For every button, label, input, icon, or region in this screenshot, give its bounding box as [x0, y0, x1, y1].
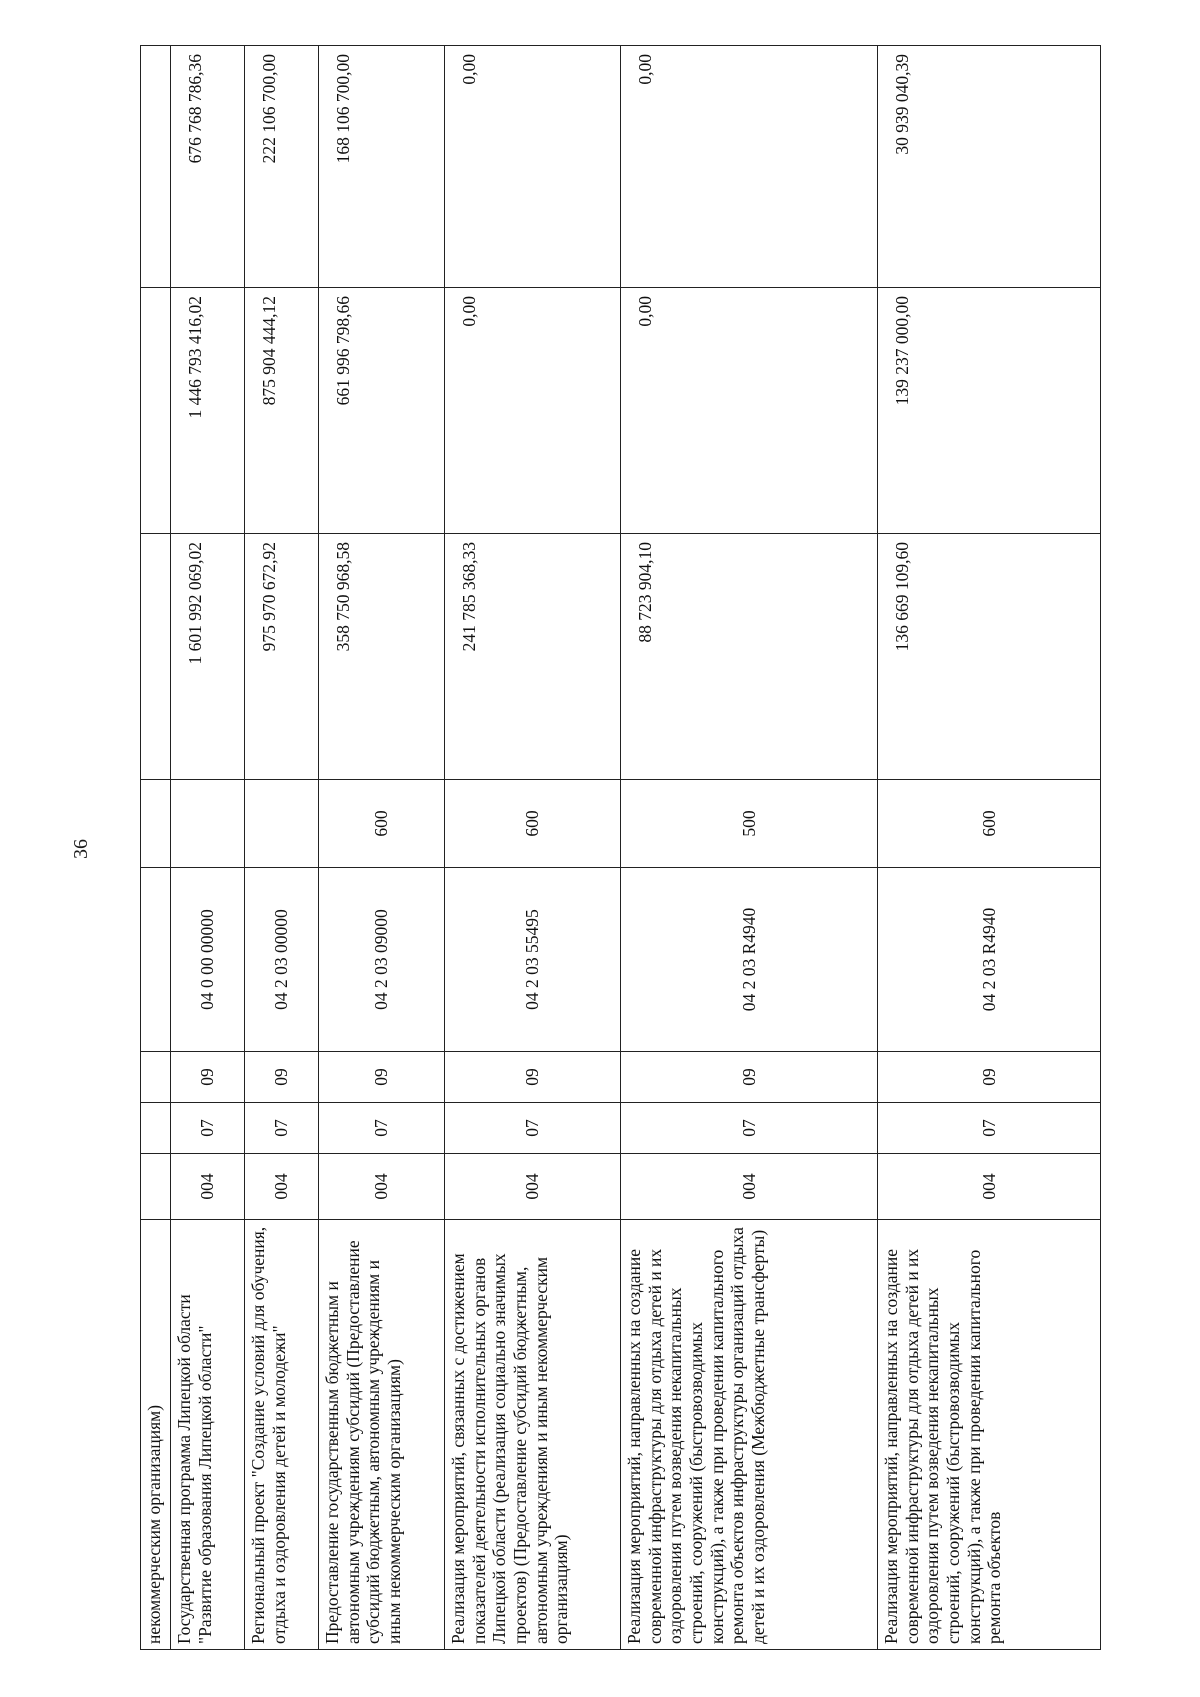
cell-ved: 004 [878, 1154, 1101, 1220]
cell-name: Реализация мероприятий, направленных на создание современной инфраструктуры для отдыха детей и их оздоровления путем возведения некапитальных строений, сооружений (быстровозводимых конструкций), а также при проведении капитального ремонта объектов [878, 1220, 1101, 1650]
cell-rz: 07 [245, 1103, 319, 1154]
page-number: 36 [70, 839, 92, 859]
cell-pr: 09 [171, 1052, 245, 1103]
cell-sum-2 [141, 288, 171, 534]
cell-sum-2: 0,00 [621, 288, 878, 534]
cell-rz: 07 [319, 1103, 445, 1154]
cell-vr: 600 [445, 780, 621, 868]
cell-sum-1: 358 750 968,58 [319, 534, 445, 780]
cell-ved: 004 [319, 1154, 445, 1220]
cell-csr: 04 2 03 R4940 [621, 868, 878, 1052]
table-row [245, 46, 319, 1650]
cell-sum-1 [141, 534, 171, 780]
cell-sum-3: 222 106 700,00 [245, 46, 319, 288]
cell-rz: 07 [878, 1103, 1101, 1154]
budget-table [140, 45, 1101, 1650]
cell-vr: 500 [621, 780, 878, 868]
cell-pr: 09 [445, 1052, 621, 1103]
cell-rz: 07 [621, 1103, 878, 1154]
cell-csr: 04 2 03 09000 [319, 868, 445, 1052]
cell-pr: 09 [621, 1052, 878, 1103]
cell-vr: 600 [319, 780, 445, 868]
cell-sum-3: 0,00 [621, 46, 878, 288]
table-row [445, 46, 621, 1650]
cell-name: Предоставление государственным бюджетным и автономным учреждениям субсидий (Предоставление субсидий бюджетным, автономным учреждениям и иным некоммерческим организациям) [319, 1220, 445, 1650]
cell-sum-2: 875 904 444,12 [245, 288, 319, 534]
cell-sum-3: 676 768 786,36 [171, 46, 245, 288]
cell-pr: 09 [319, 1052, 445, 1103]
cell-sum-2: 1 446 793 416,02 [171, 288, 245, 534]
cell-ved: 004 [621, 1154, 878, 1220]
cell-name: Государственная программа Липецкой области "Развитие образования Липецкой области" [171, 1220, 245, 1650]
table-row [878, 46, 1101, 1650]
cell-sum-2: 139 237 000,00 [878, 288, 1101, 534]
cell-pr: 09 [245, 1052, 319, 1103]
cell-sum-3: 168 106 700,00 [319, 46, 445, 288]
budget-table-sheet [140, 46, 1100, 1650]
cell-name: Реализация мероприятий, связанных с достижением показателей деятельности исполнительных органов Липецкой области (реализация социально значимых проектов) (Предоставление субсидий бюджетным, автономным учреждениям и иным некоммерческим организациям) [445, 1220, 621, 1650]
cell-sum-3: 30 939 040,39 [878, 46, 1101, 288]
cell-sum-1: 88 723 904,10 [621, 534, 878, 780]
cell-rz [141, 1103, 171, 1154]
cell-sum-1: 975 970 672,92 [245, 534, 319, 780]
table-row [621, 46, 878, 1650]
cell-csr: 04 0 00 00000 [171, 868, 245, 1052]
cell-csr: 04 2 03 55495 [445, 868, 621, 1052]
cell-ved [141, 1154, 171, 1220]
cell-pr [141, 1052, 171, 1103]
table-row [171, 46, 245, 1650]
cell-sum-3 [141, 46, 171, 288]
cell-ved: 004 [445, 1154, 621, 1220]
cell-csr: 04 2 03 00000 [245, 868, 319, 1052]
cell-csr [141, 868, 171, 1052]
cell-sum-3: 0,00 [445, 46, 621, 288]
cell-sum-1: 1 601 992 069,02 [171, 534, 245, 780]
cell-rz: 07 [445, 1103, 621, 1154]
cell-name: Реализация мероприятий, направленных на создание современной инфраструктуры для отдыха детей и их оздоровления путем возведения некапитальных строений, сооружений (быстровозводимых конструкций), а также при проведении капитального ремонта объектов инфраструктуры организаций отдыха детей и их оздоровления (Межбюджетные трансферты) [621, 1220, 878, 1650]
cell-csr: 04 2 03 R4940 [878, 868, 1101, 1052]
cell-sum-1: 136 669 109,60 [878, 534, 1101, 780]
cell-ved: 004 [171, 1154, 245, 1220]
cell-sum-2: 0,00 [445, 288, 621, 534]
table-row [141, 46, 171, 1650]
cell-sum-2: 661 996 798,66 [319, 288, 445, 534]
cell-vr [171, 780, 245, 868]
cell-name: некоммерческим организациям) [141, 1220, 171, 1650]
cell-vr: 600 [878, 780, 1101, 868]
cell-name: Региональный проект "Создание условий для обучения, отдыха и оздоровления детей и молодежи" [245, 1220, 319, 1650]
cell-rz: 07 [171, 1103, 245, 1154]
cell-pr: 09 [878, 1052, 1101, 1103]
table-row [319, 46, 445, 1650]
cell-ved: 004 [245, 1154, 319, 1220]
cell-vr [141, 780, 171, 868]
cell-vr [245, 780, 319, 868]
cell-sum-1: 241 785 368,33 [445, 534, 621, 780]
